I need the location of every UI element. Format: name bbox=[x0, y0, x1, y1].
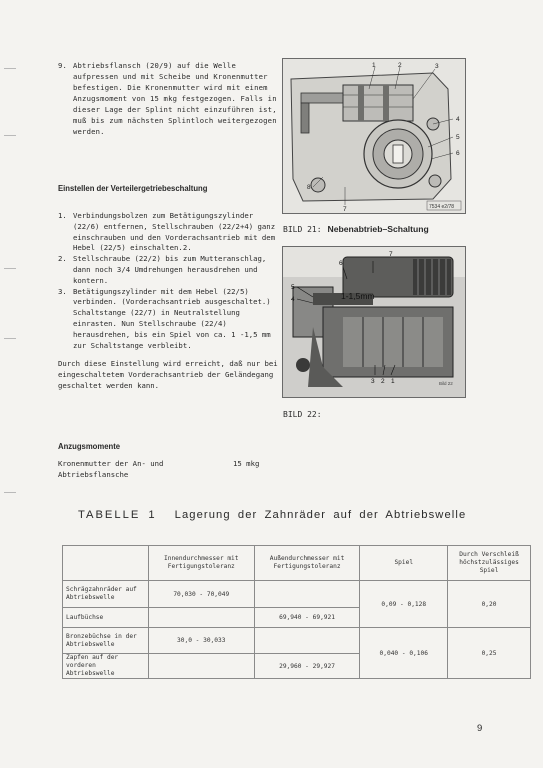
callout-8: 8 bbox=[307, 184, 311, 191]
table-row bbox=[63, 628, 531, 654]
outer-diameter: 29,960 - 29,927 bbox=[254, 654, 360, 679]
note-text: Durch diese Einstellung wird erreicht, daß nur bei eingeschaltetem Vorderachsantrieb der Geländegang geschaltet werden kann. bbox=[58, 359, 278, 390]
header-cell: Innendurchmesser mit Fertigungstoleranz bbox=[148, 546, 254, 581]
moments-label: Kronenmutter der An- und Abtriebsflansche bbox=[58, 459, 164, 479]
step-text: Betätigungszylinder mit dem Hebel (22/5) verbinden. (Vorderachsantrieb ausgeschaltet.) Schaltstange (22/7) in Neutralstellung einrasten. Nun Stellschraube (22/4) herausdrehen, bis ein Spiel von ca. 1 -1,5 mm zur Schaltstange verbleibt. bbox=[73, 286, 271, 350]
section-title: Einstellen der Verteilergetriebeschaltung bbox=[58, 183, 208, 193]
caption-title: Nebenabtrieb–Schaltung bbox=[327, 224, 429, 234]
header-cell: Durch Verschleiß höchstzulässiges Spiel bbox=[448, 546, 531, 581]
callout-2: 2 bbox=[381, 378, 385, 385]
callout-1: 1 bbox=[372, 62, 376, 69]
margin-mark bbox=[4, 492, 16, 493]
step-number: 3. bbox=[58, 286, 67, 296]
table-title bbox=[78, 509, 466, 521]
margin-mark bbox=[4, 68, 16, 69]
moments-row bbox=[58, 459, 298, 481]
table-label: TABELLE 1 bbox=[78, 509, 157, 521]
step-number: 1. bbox=[58, 211, 67, 220]
step-3 bbox=[58, 287, 280, 352]
callout-5: 5 bbox=[291, 284, 295, 291]
photo-stamp: Bild 22 bbox=[439, 381, 453, 386]
callout-1: 1 bbox=[391, 378, 395, 385]
max-spiel-cell: 0,20 bbox=[448, 581, 531, 628]
max-spiel-cell: 0,25 bbox=[448, 628, 531, 679]
header-cell bbox=[63, 546, 149, 581]
figure-21-drawing bbox=[282, 58, 466, 214]
inner-diameter bbox=[148, 608, 254, 628]
row-label: Zapfen auf der vorderen Abtriebswelle bbox=[63, 654, 149, 679]
row-label: Schrägzahnräder auf Abtriebswelle bbox=[63, 581, 149, 608]
callout-7: 7 bbox=[389, 251, 393, 258]
callout-7: 7 bbox=[343, 206, 347, 213]
margin-mark bbox=[4, 268, 16, 269]
margin-mark bbox=[4, 338, 16, 339]
callout-4: 4 bbox=[291, 296, 295, 303]
figure-22-caption: BILD 22: bbox=[283, 410, 322, 419]
inner-diameter: 30,0 - 30,033 bbox=[148, 628, 254, 654]
inner-diameter: 70,030 - 70,049 bbox=[148, 581, 254, 608]
row-label: Laufbüchse bbox=[63, 608, 149, 628]
step-number: 2. bbox=[58, 254, 67, 264]
inner-diameter bbox=[148, 654, 254, 679]
margin-mark bbox=[4, 135, 16, 136]
spiel-cell: 0,09 - 0,128 bbox=[360, 581, 448, 628]
step-2 bbox=[58, 254, 280, 286]
callout-6: 6 bbox=[456, 150, 460, 157]
outer-diameter bbox=[254, 628, 360, 654]
figure-22-photo bbox=[282, 246, 466, 398]
row-label: Bronzebüchse in der Abtriebswelle bbox=[63, 628, 149, 654]
item-number: 9. bbox=[58, 61, 68, 70]
callout-3: 3 bbox=[371, 378, 375, 385]
callout-5: 5 bbox=[456, 134, 460, 141]
table-header-row bbox=[63, 546, 531, 581]
step-1 bbox=[58, 211, 280, 254]
adjustment-steps bbox=[58, 211, 280, 392]
table-row bbox=[63, 581, 531, 608]
moments-title: Anzugsmomente bbox=[58, 441, 121, 451]
item-text: Abtriebsflansch (20/9) auf die Welle aufpressen und mit Scheibe und Kronenmutter befestigen. Die Kronenmutter wird mit einem Anzugsmoment von 15 mkg festgezogen. Falls in dieser Lage der Splint nicht einzuführen ist, muß bis zum nächsten Splintloch weitergezogen werden. bbox=[73, 61, 277, 136]
figure-stamp: 7534 e2/78 bbox=[429, 204, 455, 210]
instruction-item-9 bbox=[58, 60, 278, 137]
outer-diameter: 69,940 - 69,921 bbox=[254, 608, 360, 628]
callout-4: 4 bbox=[456, 116, 460, 123]
dimension-label: 1-1,5mm bbox=[341, 291, 375, 301]
header-cell: Außendurchmesser mit Fertigungstoleranz bbox=[254, 546, 360, 581]
bearing-table bbox=[62, 545, 531, 679]
spiel-cell: 0,040 - 0,106 bbox=[360, 628, 448, 679]
figure-21-caption bbox=[283, 224, 429, 234]
callout-2: 2 bbox=[398, 62, 402, 69]
page-number: 9 bbox=[477, 723, 483, 734]
step-text: Verbindungsbolzen zum Betätigungszylinder (22/6) entfernen, Stellschrauben (22/2+4) ganz einschrauben und den Vorderachsantrieb mit dem Hebel (22/5) einschalten.2. bbox=[73, 211, 276, 253]
moments-value: 15 mkg bbox=[233, 459, 260, 468]
step-text: Stellschraube (22/2) bis zum Mutteranschlag, dann noch 3/4 Umdrehungen herausdrehen und kontern. bbox=[73, 254, 267, 285]
table-title-text: Lagerung der Zahnräder auf der Abtriebswelle bbox=[174, 509, 467, 521]
outer-diameter bbox=[254, 581, 360, 608]
callout-3: 3 bbox=[435, 63, 439, 70]
callout-6: 6 bbox=[339, 260, 343, 267]
caption-label: BILD 21: bbox=[283, 225, 322, 234]
header-cell: Spiel bbox=[360, 546, 448, 581]
